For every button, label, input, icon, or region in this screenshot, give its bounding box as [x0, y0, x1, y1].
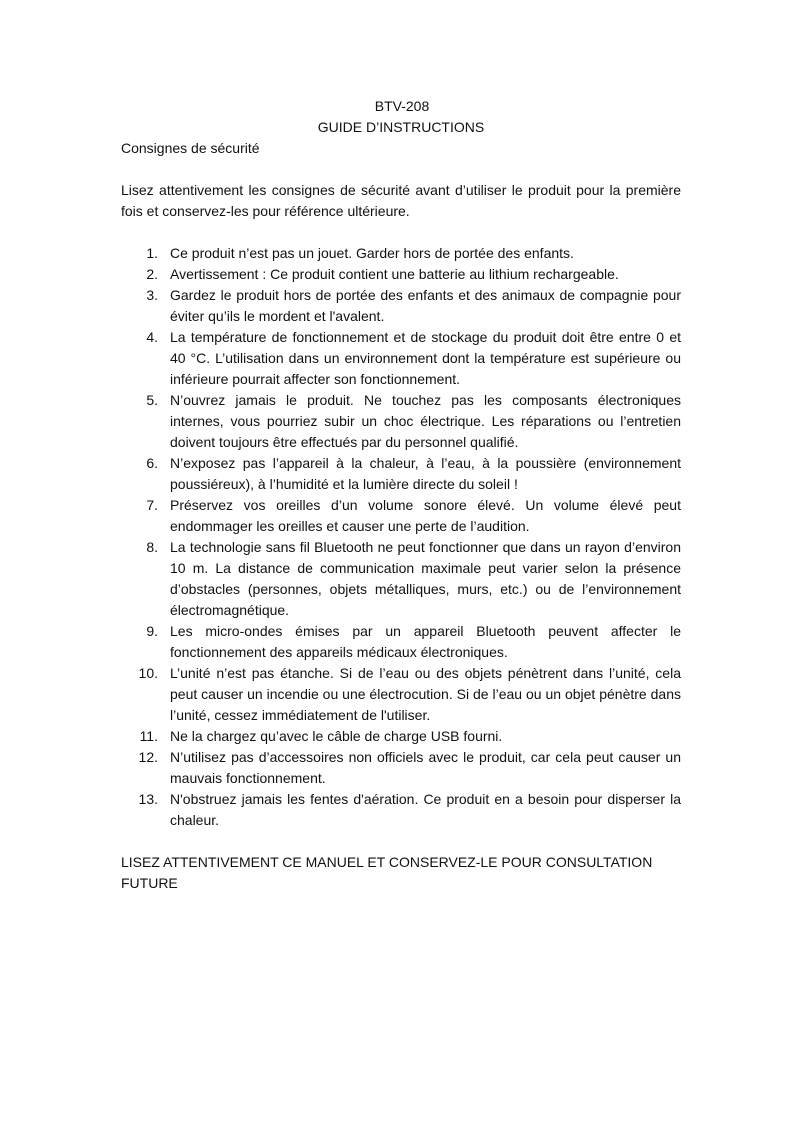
list-item	[121, 264, 681, 285]
list-item	[121, 453, 681, 495]
list-item-text: La température de fonctionnement et de stockage du produit doit être entre 0 et 40 °C. L’utilisation dans un environnement dont la température est supérieure ou inférieure pourrait affecter son fonctionnement.	[170, 329, 681, 387]
list-item-number: 9.	[146, 623, 158, 639]
list-item-text: N’utilisez pas d’accessoires non officiels avec le produit, car cela peut causer un mauvais fonctionnement.	[170, 749, 681, 786]
document-page	[121, 96, 681, 894]
list-item	[121, 747, 681, 789]
list-item	[121, 789, 681, 831]
list-item-number: 10.	[138, 665, 158, 681]
list-item-text: N’exposez pas l’appareil à la chaleur, à l’eau, à la poussière (environnement poussiéreux), à l’humidité et la lumière directe du soleil !	[170, 455, 681, 492]
list-item-number: 13.	[138, 791, 158, 807]
list-item	[121, 285, 681, 327]
list-item	[121, 726, 681, 747]
list-item-text: La technologie sans fil Bluetooth ne peut fonctionner que dans un rayon d’environ 10 m. La distance de communication maximale peut varier selon la présence d’obstacles (personnes, objets métalliques, murs, etc.) ou de l’environnement électromagnétique.	[170, 539, 681, 618]
list-item-number: 4.	[146, 329, 158, 345]
list-item	[121, 663, 681, 726]
list-item-number: 12.	[138, 749, 158, 765]
list-item-text: Gardez le produit hors de portée des enfants et des animaux de compagnie pour éviter qu’ils le mordent et l'avalent.	[170, 287, 681, 324]
list-item-text: N'obstruez jamais les fentes d'aération. Ce produit en a besoin pour disperser la chaleur.	[170, 791, 681, 828]
list-item	[121, 621, 681, 663]
list-item-number: 5.	[146, 392, 158, 408]
list-item-number: 11.	[139, 728, 158, 744]
list-item	[121, 537, 681, 621]
list-item-number: 8.	[146, 539, 158, 555]
list-item-text: N’ouvrez jamais le produit. Ne touchez pas les composants électroniques internes, vous pourriez subir un choc électrique. Les réparations ou l’entretien doivent toujours être effectués par du personnel qualifié.	[170, 392, 681, 450]
list-item-number: 7.	[146, 497, 158, 513]
list-item-text: Avertissement : Ce produit contient une batterie au lithium rechargeable.	[170, 266, 619, 282]
section-title: Consignes de sécurité	[121, 140, 260, 156]
list-item-number: 3.	[146, 287, 158, 303]
list-item-text: Les micro-ondes émises par un appareil Bluetooth peuvent affecter le fonctionnement des appareils médicaux électroniques.	[170, 623, 681, 660]
list-item-text: Ne la chargez qu’avec le câble de charge USB fourni.	[170, 728, 503, 744]
list-item	[121, 327, 681, 390]
list-item-text: L’unité n’est pas étanche. Si de l’eau ou des objets pénètrent dans l’unité, cela peut causer un incendie ou une électrocution. Si de l’eau ou un objet pénètre dans l’unité, cessez immédiatement de l'utiliser.	[170, 665, 681, 723]
list-item-number: 1.	[146, 245, 158, 261]
document-title: GUIDE D’INSTRUCTIONS	[317, 119, 485, 135]
list-item	[121, 243, 681, 264]
list-item	[121, 390, 681, 453]
intro-paragraph: Lisez attentivement les consignes de sécurité avant d’utiliser le produit pour la première fois et conservez-les pour référence ultérieure.	[121, 182, 681, 219]
safety-rules-list	[121, 243, 681, 831]
list-item-number: 6.	[146, 455, 158, 471]
list-item-text: Préservez vos oreilles d’un volume sonore élevé. Un volume élevé peut endommager les oreilles et causer une perte de l’audition.	[170, 497, 681, 534]
list-item-text: Ce produit n’est pas un jouet. Garder hors de portée des enfants.	[170, 245, 574, 261]
model-number: BTV-208	[374, 98, 430, 114]
list-item	[121, 495, 681, 537]
footer-notice: LISEZ ATTENTIVEMENT CE MANUEL ET CONSERVEZ-LE POUR CONSULTATION FUTURE	[121, 854, 653, 891]
list-item-number: 2.	[146, 266, 158, 282]
